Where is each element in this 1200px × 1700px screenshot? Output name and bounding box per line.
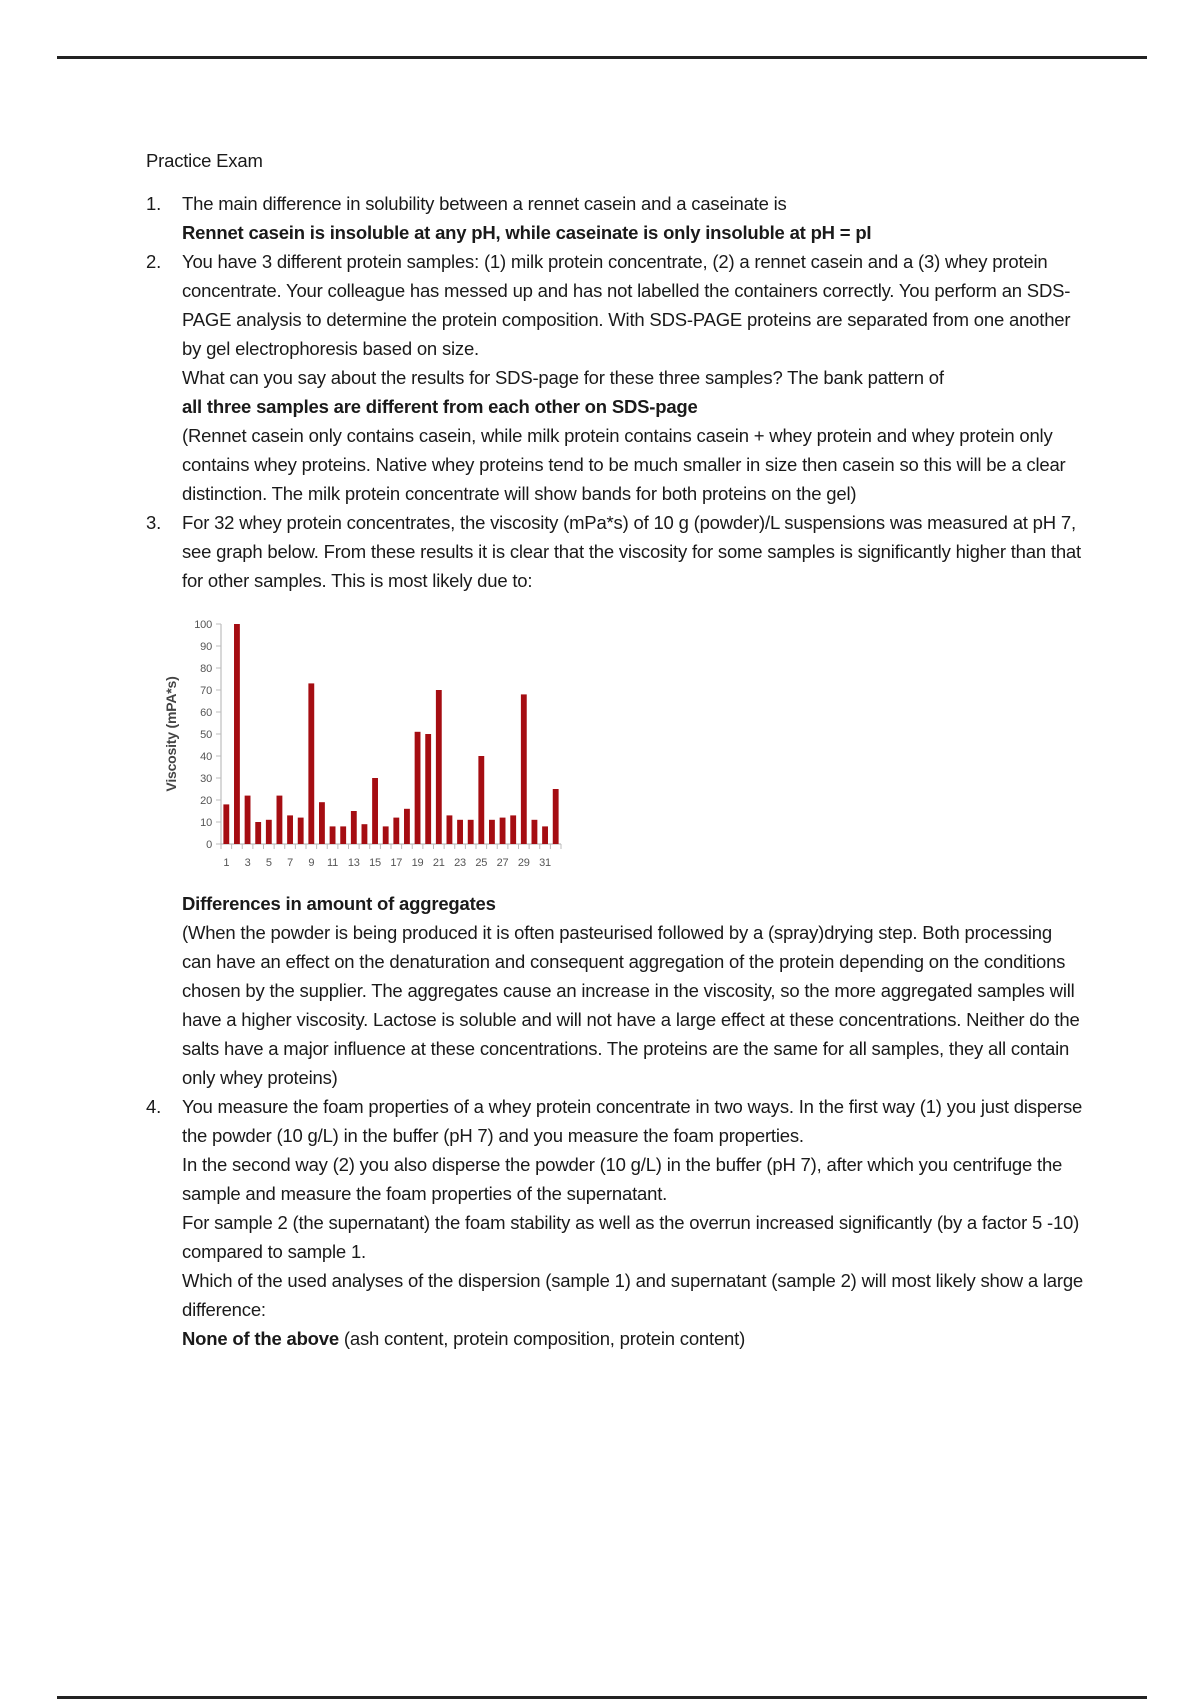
bar — [393, 818, 399, 844]
bar — [223, 804, 229, 844]
x-tick-label: 19 — [411, 857, 424, 869]
bar — [447, 815, 453, 844]
bar — [553, 789, 559, 844]
bar — [521, 694, 527, 844]
question-number: 2. — [146, 251, 162, 272]
x-tick-label: 1 — [223, 857, 230, 869]
answer-note: (ash content, protein composition, protein content) — [338, 1328, 746, 1349]
bar — [510, 815, 516, 844]
bar — [340, 826, 346, 844]
answer-explanation: (Rennet casein only contains casein, while milk protein contains casein + whey protein and whey protein only contains whey proteins. Native whey proteins tend to be much smaller in size then casein so this will be a clear distinction. The milk protein concentrate will show bands for both proteins on the gel) — [182, 425, 1066, 504]
document-page — [146, 146, 1086, 1353]
question-prompt: You measure the foam properties of a whey protein concentrate in two ways. In the first way (1) you just disperse the powder (10 g/L) in the buffer (pH 7) and you measure the foam properties. — [182, 1096, 1083, 1146]
y-tick-label: 60 — [200, 707, 212, 719]
x-tick-label: 21 — [432, 857, 445, 869]
bar — [277, 796, 283, 844]
bar — [383, 826, 389, 844]
header-rule — [57, 56, 1147, 59]
bar — [436, 690, 442, 844]
question-number: 3. — [146, 512, 162, 533]
bar — [372, 778, 378, 844]
x-tick-label: 31 — [539, 857, 551, 869]
bar — [362, 824, 368, 844]
bar — [308, 683, 314, 844]
chart-canvas — [146, 599, 576, 889]
bar — [287, 815, 293, 844]
answer-explanation: (When the powder is being produced it is often pasteurised followed by a (spray)drying step. Both processing can have an effect on the denaturation and consequent aggregation of the protein depending on the conditions chosen by the supplier. The aggregates cause an increase in the viscosity, so the more aggregated samples will have a higher viscosity. Lactose is soluble and will not have a large effect at these concentrations. Neither do the salts have a major influence at these concentrations. The proteins are the same for all samples, they all contain only whey proteins) — [182, 922, 1080, 1088]
bar — [500, 818, 506, 844]
x-tick-label: 5 — [265, 857, 272, 869]
bar — [330, 826, 336, 844]
x-tick-label: 9 — [308, 857, 315, 869]
x-tick-label: 3 — [244, 857, 251, 869]
y-tick-label: 50 — [200, 729, 212, 741]
question-prompt: For 32 whey protein concentrates, the viscosity (mPa*s) of 10 g (powder)/L suspensions was measured at pH 7, see graph below. From these results it is clear that the viscosity for some samples is significantly higher than that for other samples. This is most likely due to: — [182, 512, 1081, 591]
question-prompt-followup: For sample 2 (the supernatant) the foam stability as well as the overrun increased significantly (by a factor 5 -10) compared to sample 1. — [182, 1212, 1080, 1262]
page-title: Practice Exam — [146, 150, 263, 171]
bar — [245, 796, 251, 844]
y-tick-label: 70 — [200, 685, 212, 697]
question-number: 4. — [146, 1096, 162, 1117]
bar — [532, 820, 538, 844]
footer-rule — [57, 1696, 1147, 1699]
x-tick-label: 11 — [327, 857, 339, 869]
x-tick-label: 13 — [347, 857, 360, 869]
question-answer: Rennet casein is insoluble at any pH, while caseinate is only insoluble at pH = pI — [182, 222, 872, 243]
x-tick-label: 25 — [475, 857, 488, 869]
bar — [489, 820, 495, 844]
bar — [319, 802, 325, 844]
bar — [478, 756, 484, 844]
bar — [266, 820, 272, 844]
y-tick-label: 10 — [200, 817, 212, 829]
y-tick-label: 90 — [200, 641, 212, 653]
bar — [457, 820, 463, 844]
question-prompt-followup: What can you say about the results for SDS-page for these three samples? The bank pattern of — [182, 367, 944, 388]
x-tick-label: 27 — [496, 857, 509, 869]
x-tick-label: 23 — [454, 857, 466, 869]
question-4 — [146, 1092, 1086, 1353]
x-tick-label: 7 — [287, 857, 294, 869]
y-tick-label: 0 — [206, 839, 212, 851]
question-answer: Differences in amount of aggregates — [182, 893, 496, 914]
bar — [234, 624, 240, 844]
y-tick-label: 30 — [200, 773, 212, 785]
question-answer: None of the above — [182, 1328, 339, 1349]
bar — [351, 811, 357, 844]
x-tick-label: 17 — [390, 857, 403, 869]
bar — [415, 732, 421, 844]
viscosity-bar-chart — [146, 599, 576, 889]
y-tick-label: 100 — [194, 619, 212, 631]
bar — [468, 820, 474, 844]
y-tick-label: 20 — [200, 795, 212, 807]
question-prompt-followup: In the second way (2) you also disperse the powder (10 g/L) in the buffer (pH 7), after which you centrifuge the sample and measure the foam properties of the supernatant. — [182, 1154, 1063, 1204]
y-tick-label: 40 — [200, 751, 212, 763]
bar — [404, 809, 410, 844]
bar — [255, 822, 261, 844]
x-tick-label: 15 — [369, 857, 381, 869]
question-prompt-followup: Which of the used analyses of the dispersion (sample 1) and supernatant (sample 2) will most likely show a large difference: — [182, 1270, 1083, 1320]
question-1 — [146, 189, 1086, 247]
question-answer-line — [182, 1324, 1086, 1353]
question-2 — [146, 247, 1086, 508]
y-axis-label: Viscosity (mPA*s) — [163, 676, 179, 792]
question-prompt: You have 3 different protein samples: (1) milk protein concentrate, (2) a rennet casein and a (3) whey protein concentrate. Your colleague has messed up and has not labelled the containers correctly. You perform an SDS-PAGE analysis to determine the protein composition. With SDS-PAGE proteins are separated from one another by gel electrophoresis based on size. — [182, 251, 1071, 359]
question-list — [146, 189, 1086, 1353]
question-3 — [146, 508, 1086, 1092]
x-tick-label: 29 — [517, 857, 530, 869]
y-tick-label: 80 — [200, 663, 212, 675]
question-prompt: The main difference in solubility between a rennet casein and a caseinate is — [182, 193, 787, 214]
bar — [298, 818, 304, 844]
bar — [425, 734, 431, 844]
bar — [542, 826, 548, 844]
question-answer: all three samples are different from each other on SDS-page — [182, 396, 698, 417]
question-number: 1. — [146, 193, 162, 214]
